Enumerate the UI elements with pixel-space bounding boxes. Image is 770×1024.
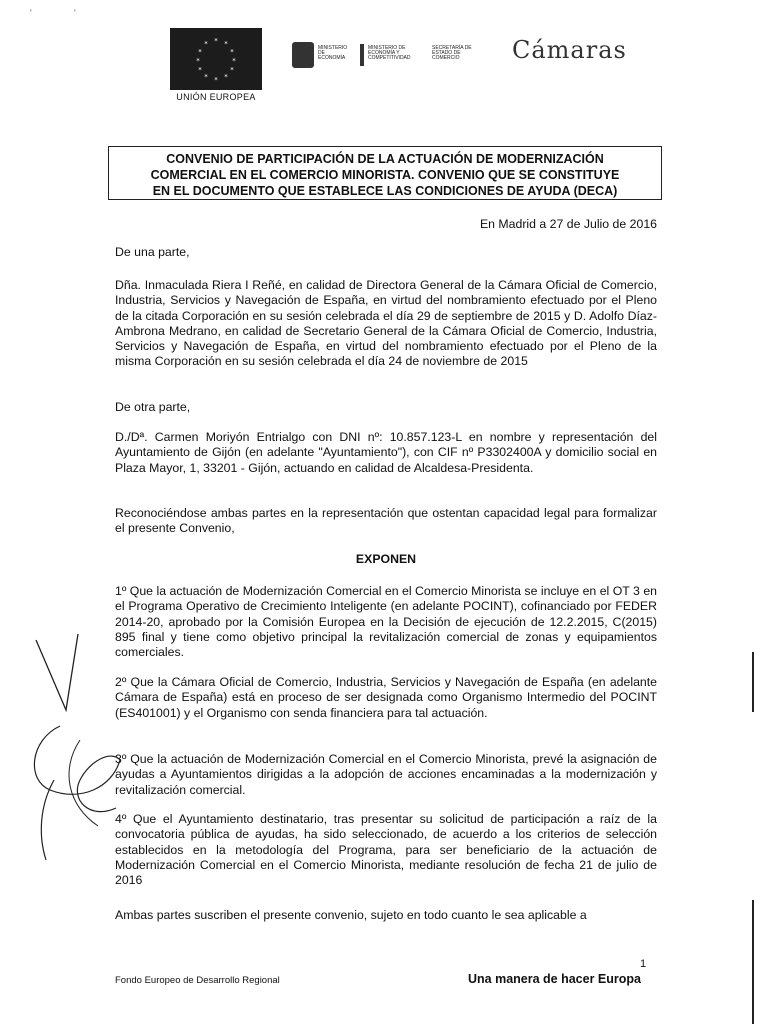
camaras-logo: Cámaras (512, 36, 627, 64)
svg-text:*: * (224, 40, 228, 48)
title-line: EN EL DOCUMENTO QUE ESTABLECE LAS CONDICIONES DE AYUDA (DECA) (152, 184, 618, 198)
paragraph-ambas: Ambas partes suscriben el presente convenio, sujeto en todo cuanto le sea aplicable a (115, 908, 587, 922)
gov-logo-text: SECRETARÍA DE ESTADO DE COMERCIO (432, 45, 472, 61)
scan-mark: ' (30, 8, 32, 18)
svg-text:*: * (232, 57, 236, 65)
gov-logo-text: MINISTERIO DE ECONOMÍA Y COMPETITIVIDAD (368, 45, 411, 61)
document-title (108, 146, 662, 200)
footer-fund: Fondo Europeo de Desarrollo Regional (115, 975, 280, 986)
svg-text:*: * (230, 48, 234, 56)
title-line: CONVENIO DE PARTICIPACIÓN DE LA ACTUACIÓN DE MODERNIZACIÓN (166, 152, 604, 166)
paragraph-exponen-4: 4º Que el Ayuntamiento destinatario, tras presentar su solicitud de participación a raíz de la convocatoria pública de ayudas, ha sido seleccionado, de acuerdo a los criterios de selección establecidos en la metodología del Programa, para ser beneficiario de la actuación de Modernización Comercial en el Comercio Minorista, mediante resolución de fecha 21 de julio de 2016 (115, 812, 657, 888)
svg-text:*: * (198, 66, 202, 74)
scan-mark: ' (74, 8, 76, 18)
paragraph-directora: Dña. Inmaculada Riera I Reñé, en calidad de Directora General de la Cámara Oficial de Comercio, Industria, Servicios y Navegación de España, en virtud del nombramiento efectuado por el Pleno de la citada Corporación en su sesión celebrada el día 29 de septiembre de 2015 y D. Adolfo Díaz-Ambrona Medrano, en calidad de Secretario General de la Cámara Oficial de Comercio, Industria, Servicios y Navegación de España, en virtud del nombramiento efectuado por el Pleno de la misma Corporación en su sesión celebrada el día 24 de noviembre de 2015 (115, 278, 657, 369)
svg-text:*: * (204, 73, 208, 81)
paragraph-una-parte: De una parte, (115, 245, 190, 259)
gov-divider (360, 44, 364, 66)
heading-exponen: EXPONEN (355, 552, 417, 566)
title-line: COMERCIAL EN EL COMERCIO MINORISTA. CONVENIO QUE SE CONSTITUYE (150, 168, 620, 182)
svg-text:*: * (198, 48, 202, 56)
handwritten-signature-scribble (20, 630, 130, 870)
svg-text:*: * (196, 57, 200, 65)
paragraph-reconociendose: Reconociéndose ambas partes en la representación que ostentan capacidad legal para formalizar el presente Convenio, (115, 506, 657, 536)
footer-motto: Una manera de hacer Europa (468, 972, 641, 986)
eu-caption: UNIÓN EUROPEA (176, 92, 256, 102)
svg-text:*: * (214, 76, 218, 84)
page-number: 1 (640, 958, 647, 970)
svg-text:*: * (230, 66, 234, 74)
gov-logo-text: MINISTERIO DE ECONOMÍA (318, 45, 348, 61)
paragraph-exponen-3: 3º Que la actuación de Modernización Comercial en el Comercio Minorista, prevé la asignación de ayudas a Ayuntamientos dirigidas a la adopción de acciones encaminadas a la modernización y revitalización comercial. (115, 752, 657, 797)
eu-flag-logo (170, 28, 262, 90)
coat-of-arms-icon (292, 42, 314, 68)
paragraph-alcaldesa: D./Dª. Carmen Moriyón Entrialgo con DNI nº: 10.857.123-L en nombre y representación del Ayuntamiento de Gijón (en adelante "Ayuntamiento"), con CIF nº P3302400A y domicilio social en Plaza Mayor, 1, 33201 - Gijón, actuando en calidad de Alcaldesa-Presidenta. (115, 430, 657, 475)
date-line: En Madrid a 27 de Julio de 2016 (479, 217, 657, 231)
svg-text:*: * (214, 37, 218, 45)
scan-edge-line (752, 652, 754, 712)
paragraph-otra-parte: De otra parte, (115, 400, 191, 414)
scan-edge-line (752, 900, 754, 1024)
svg-text:*: * (204, 40, 208, 48)
paragraph-exponen-2: 2º Que la Cámara Oficial de Comercio, Industria, Servicios y Navegación de España (en adelante Cámara de España) está en proceso de ser designada como Organismo Intermedio del POCINT (ES401001) y el Organismo con senda financiera para tal actuación. (115, 675, 657, 720)
svg-text:*: * (224, 73, 228, 81)
paragraph-exponen-1: 1º Que la actuación de Modernización Comercial en el Comercio Minorista se incluye en el OT 3 en el Programa Operativo de Crecimiento Inteligente (en adelante POCINT), cofinanciado por FEDER 2014-20, aprobado por la Comisión Europea en la Decisión de ejecución de 12.2.2015, C(2015) 895 final y tiene como objetivo principal la revitalización comercial de zonas y equipamientos comerciales. (115, 584, 657, 660)
